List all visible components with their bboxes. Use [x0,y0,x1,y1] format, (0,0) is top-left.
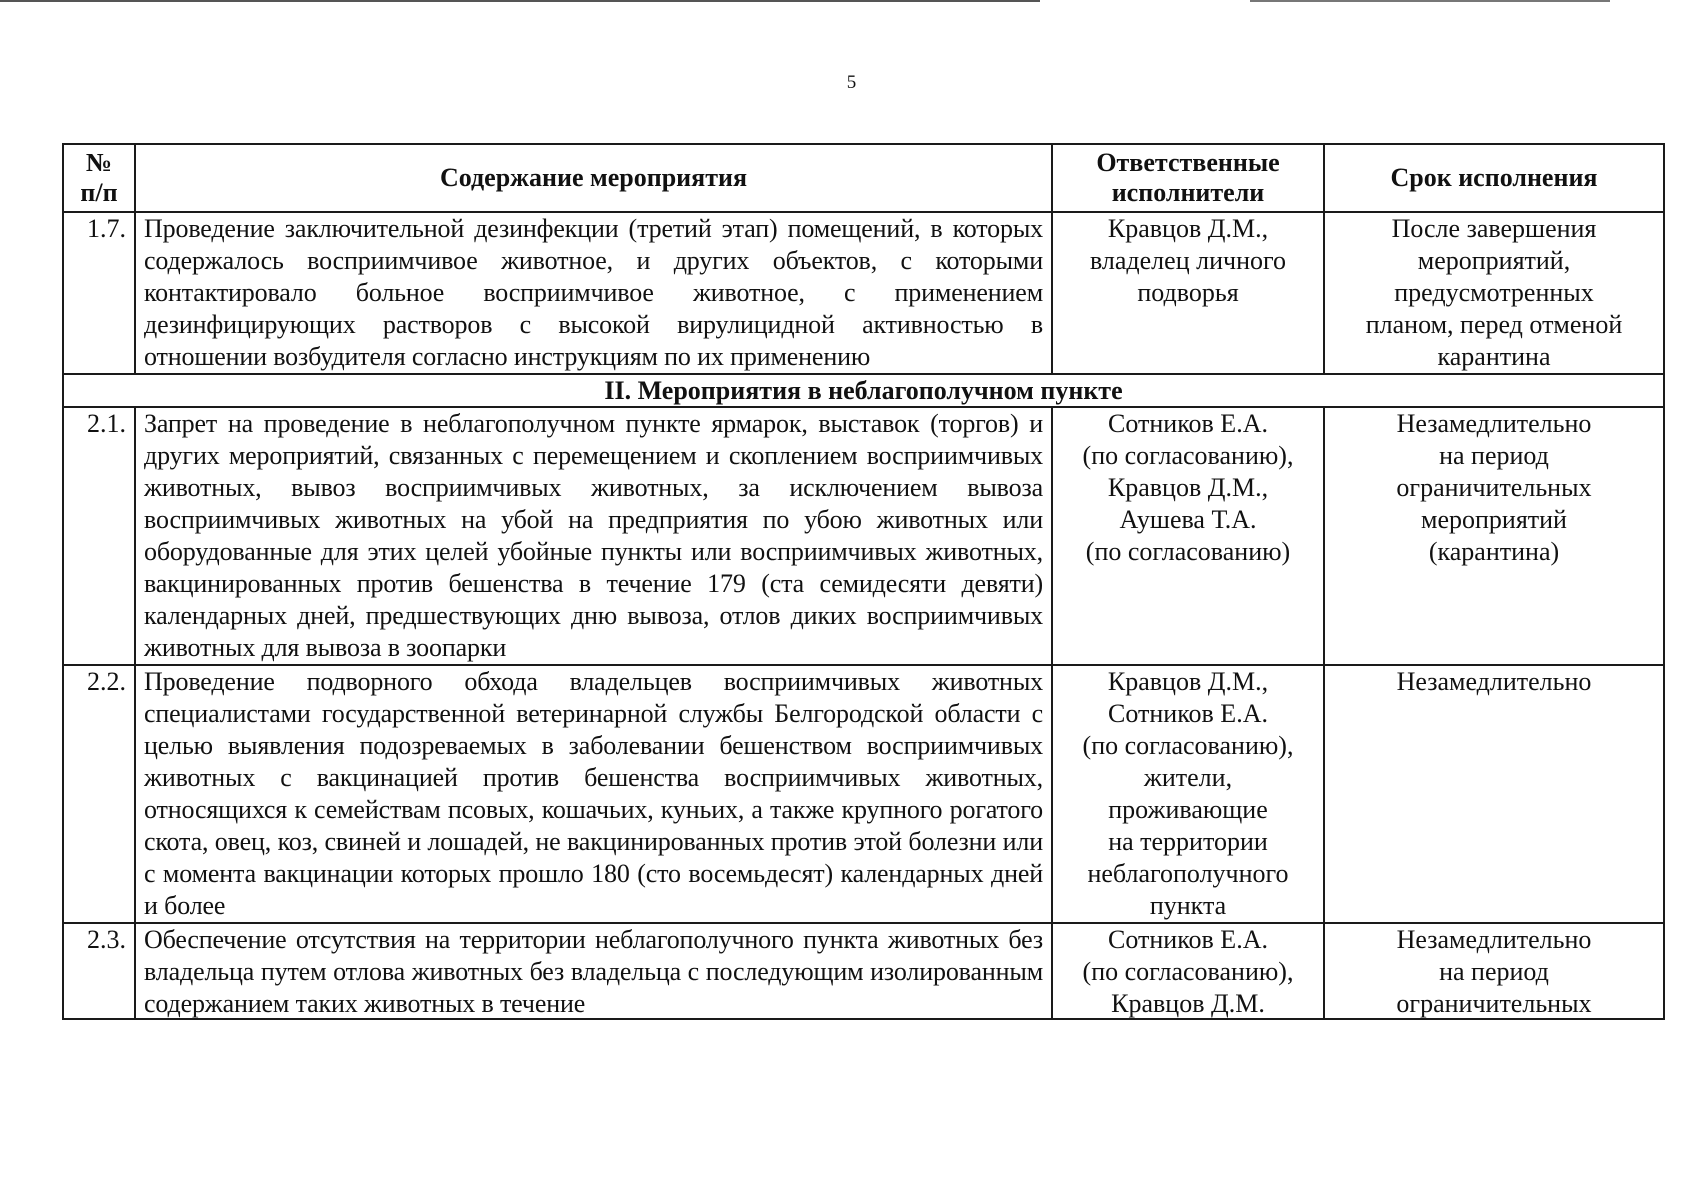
row-term-text: Незамедлительно на период ограничительных [1396,925,1592,1018]
table-row [63,665,1664,923]
row-term: Незамедлительно [1324,665,1664,923]
row-responsible-text: Сотников Е.А. (по согласованию), Кравцов Д.М. [1082,925,1294,1018]
header-term: Срок исполнения [1324,144,1664,212]
row-number: 1.7. [63,212,135,374]
row-responsible [1052,923,1324,1019]
row-term: После завершения мероприятий, предусмотренных планом, перед отменой карантина [1324,212,1664,374]
row-responsible: Кравцов Д.М., владелец личного подворья [1052,212,1324,374]
header-number: № п/п [63,144,135,212]
row-responsible: Сотников Е.А. (по согласованию), Кравцов Д.М., Аушева Т.А. (по согласованию) [1052,407,1324,665]
section-title: II. Мероприятия в неблагополучном пункте [63,374,1664,407]
header-content: Содержание мероприятия [135,144,1052,212]
row-number: 2.3. [63,923,135,1019]
row-content: Запрет на проведение в неблагополучном пункте ярмарок, выставок (торгов) и других мероприятий, связанных с перемещением и скоплением восприимчивых животных, вывоз восприимчивых животных, за исключением вывоза восприимчивых животных на убой на предприятия по убою животных или оборудованные для этих целей убойные пункты или восприимчивых животных, вакцинированных против бешенства в течение 179 (ста семидесяти девяти) календарных дней, предшествующих дню вывоза, отлов диких восприимчивых животных для вывоза в зоопарки [135,407,1052,665]
table-row [63,923,1664,1019]
row-number: 2.2. [63,665,135,923]
row-content: Проведение заключительной дезинфекции (третий этап) помещений, в которых содержалось восприимчивое животное, и других объектов, с которыми контактировало больное восприимчивое животное, с применением дезинфицирующих растворов с высокой вирулицидной активностью в отношении возбудителя согласно инструкциям по их применению [135,212,1052,374]
row-responsible: Кравцов Д.М., Сотников Е.А. (по согласованию), жители, проживающие на территории неблагополучного пункта [1052,665,1324,923]
row-number: 2.1. [63,407,135,665]
row-term: Незамедлительно на период ограничительных мероприятий (карантина) [1324,407,1664,665]
row-term [1324,923,1664,1019]
section-heading-row [63,374,1664,407]
measures-table [62,143,1665,1020]
table-header-row [63,144,1664,212]
header-responsible: Ответственные исполнители [1052,144,1324,212]
table-row [63,407,1664,665]
scan-edge-line-right [1250,0,1610,2]
scan-edge-line [0,0,1040,2]
row-content: Проведение подворного обхода владельцев восприимчивых животных специалистами государственной ветеринарной службы Белгородской области с целью выявления подозреваемых в заболевании бешенством восприимчивых животных с вакцинацией против бешенства восприимчивых животных, относящихся к семействам псовых, кошачьих, куньих, а также крупного рогатого скота, овец, коз, свиней и лошадей, не вакцинированных против этой болезни или с момента вакцинации которых прошло 180 (сто восемьдесят) календарных дней и более [135,665,1052,923]
row-content [135,923,1052,1019]
table-row [63,212,1664,374]
page-number: 5 [846,72,857,93]
row-content-text: Обеспечение отсутствия на территории неблагополучного пункта животных без владельца путем отлова животных без владельца с последующим изолированным содержанием таких животных в течение [144,925,1043,1018]
